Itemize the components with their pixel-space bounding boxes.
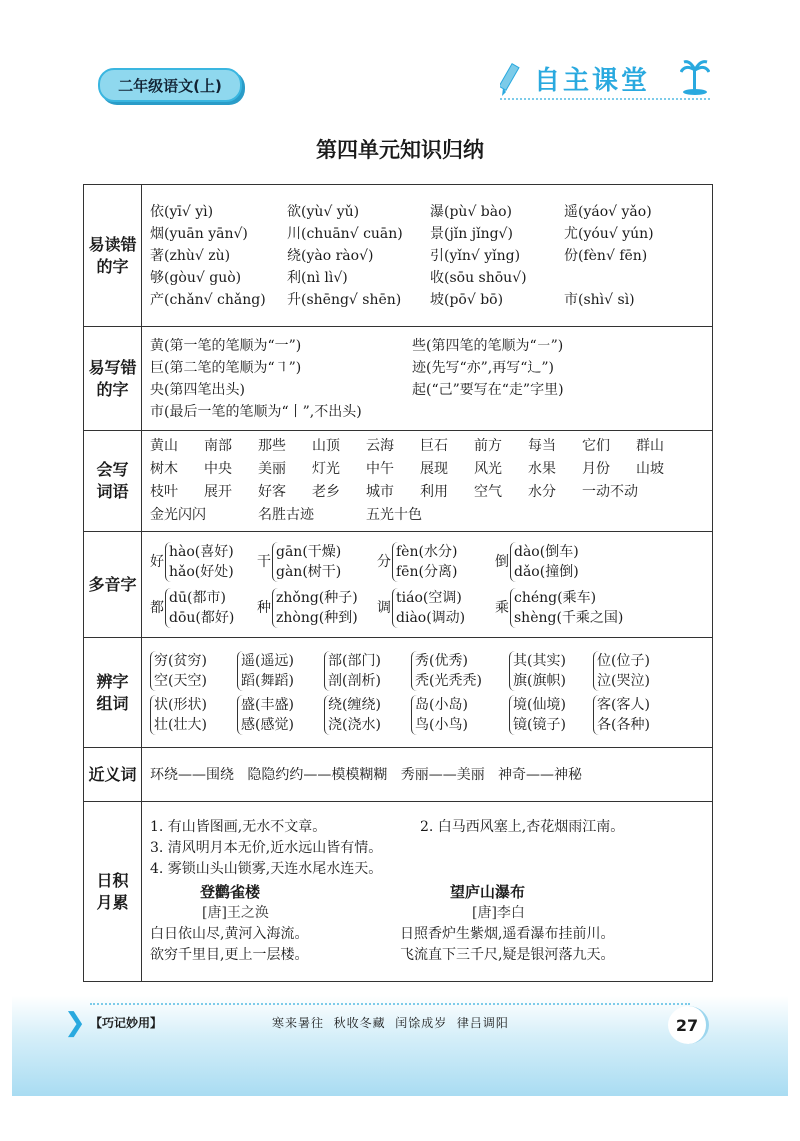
polyphone-char: 干 bbox=[257, 553, 271, 570]
row-distinguish bbox=[84, 638, 713, 748]
char-word: 位(位子) bbox=[597, 652, 650, 669]
char-word: 绕(缠绕) bbox=[328, 696, 381, 713]
polyphone-readings bbox=[272, 542, 341, 582]
char-word: 境(仙境) bbox=[513, 696, 566, 713]
heading-line: 的字 bbox=[96, 379, 129, 399]
row-heading bbox=[84, 802, 142, 982]
brand-logo bbox=[500, 58, 710, 98]
char-pair bbox=[324, 695, 411, 735]
polyphone-char: 种 bbox=[257, 599, 271, 616]
char-word: 感(感觉) bbox=[241, 716, 294, 733]
word: 利用 bbox=[420, 484, 448, 500]
footer-band bbox=[12, 996, 788, 1096]
char-word: 状(形状) bbox=[154, 696, 207, 713]
reading: gān(干燥) bbox=[276, 543, 342, 560]
row-content bbox=[142, 431, 713, 532]
polyphone-char: 乘 bbox=[495, 599, 509, 616]
row-content bbox=[142, 638, 713, 748]
polyphone-group bbox=[495, 585, 675, 631]
pinyin-item: 收(sōu shōu√) bbox=[430, 269, 527, 286]
stroke-note: 些(第四笔的笔顺为“㇐”) bbox=[412, 337, 564, 354]
reading: tiáo(空调) bbox=[396, 589, 462, 606]
char-word: 部(部门) bbox=[328, 652, 381, 669]
char-word: 镜(镜子) bbox=[513, 716, 566, 733]
polyphone-readings bbox=[510, 542, 579, 582]
row-writable-words bbox=[84, 431, 713, 532]
row-heading bbox=[84, 185, 142, 327]
brand-text: 自主课堂 bbox=[534, 66, 651, 96]
word: 五光十色 bbox=[366, 507, 422, 523]
char-pair bbox=[593, 651, 683, 691]
char-word: 岛(小岛) bbox=[415, 696, 468, 713]
polyphone-group bbox=[257, 539, 377, 585]
saying: 2. 白马西风塞上,杏花烟雨江南。 bbox=[420, 819, 625, 835]
reading: diào(调动) bbox=[396, 609, 466, 626]
word: 名胜古迹 bbox=[258, 507, 314, 523]
char-word: 秃(光秃秃) bbox=[415, 672, 482, 689]
word: 美丽 bbox=[258, 461, 286, 477]
pinyin-item: 份(fèn√ fēn) bbox=[564, 247, 648, 264]
polyphone-group bbox=[377, 585, 495, 631]
row-synonyms bbox=[84, 748, 713, 802]
pinyin-item: 依(yī√ yì) bbox=[150, 203, 214, 220]
char-word: 剖(剖析) bbox=[328, 672, 381, 689]
char-pair bbox=[509, 695, 593, 735]
footer-idioms: 寒来暑往 秋收冬藏 闰馀成岁 律吕调阳 bbox=[272, 1016, 509, 1030]
polyphone-readings bbox=[165, 542, 234, 582]
word: 每当 bbox=[528, 438, 556, 454]
word: 月份 bbox=[582, 461, 610, 477]
char-word: 穷(贫穷) bbox=[154, 652, 207, 669]
word: 它们 bbox=[582, 438, 610, 454]
poem-line: 日照香炉生紫烟,遥看瀑布挂前川。 bbox=[400, 926, 615, 942]
row-content bbox=[142, 327, 713, 431]
pinyin-item: 引(yǐn√ yǐng) bbox=[430, 247, 521, 264]
row-content bbox=[142, 802, 713, 982]
word: 中午 bbox=[366, 461, 394, 477]
char-word: 秀(优秀) bbox=[415, 652, 468, 669]
char-pair bbox=[150, 651, 237, 691]
polyphone-readings bbox=[165, 588, 234, 628]
poem-author: [唐]王之涣 bbox=[202, 905, 269, 921]
word: 前方 bbox=[474, 438, 502, 454]
pinyin-item: 够(gòu√ guò) bbox=[150, 269, 242, 286]
char-word: 其(其实) bbox=[513, 652, 566, 669]
word: 展开 bbox=[204, 484, 232, 500]
char-pair bbox=[411, 695, 509, 735]
word: 一动不动 bbox=[582, 484, 638, 500]
char-word: 泣(哭泣) bbox=[597, 672, 650, 689]
word: 那些 bbox=[258, 438, 286, 454]
word: 山坡 bbox=[636, 461, 664, 477]
reading: chéng(乘车) bbox=[514, 589, 597, 606]
word: 金光闪闪 bbox=[150, 507, 206, 523]
stroke-note: 迹(先写“亦”,再写“辶”) bbox=[412, 359, 555, 376]
pinyin-item: 欲(yù√ yǔ) bbox=[287, 203, 360, 220]
reading: fèn(水分) bbox=[396, 543, 458, 560]
char-word: 客(客人) bbox=[597, 696, 650, 713]
pinyin-item: 利(nì lì√) bbox=[287, 269, 348, 286]
char-word: 浇(浇水) bbox=[328, 716, 381, 733]
poem-title: 登鹳雀楼 bbox=[200, 883, 261, 901]
poem-line: 欲穷千里目,更上一层楼。 bbox=[150, 947, 309, 963]
row-easy-miswrite bbox=[84, 327, 713, 431]
polyphone-readings bbox=[392, 588, 465, 628]
palm-tree-icon bbox=[680, 60, 710, 96]
word: 展现 bbox=[420, 461, 448, 477]
heading-line: 词语 bbox=[96, 482, 129, 501]
poem-line: 白日依山尽,黄河入海流。 bbox=[150, 926, 309, 942]
polyphone-readings bbox=[392, 542, 457, 582]
word: 空气 bbox=[474, 484, 502, 500]
footer-divider bbox=[90, 1003, 690, 1005]
pinyin-item: 遥(yáo√ yǎo) bbox=[564, 203, 652, 220]
pinyin-item: 川(chuān√ cuān) bbox=[287, 225, 403, 242]
word: 灯光 bbox=[312, 461, 340, 477]
polyphone-group bbox=[150, 539, 257, 585]
word: 好客 bbox=[258, 484, 286, 500]
row-heading: 近义词 bbox=[84, 748, 142, 802]
page-number: 27 bbox=[668, 1006, 709, 1044]
char-word: 壮(壮大) bbox=[154, 716, 207, 733]
word: 水分 bbox=[528, 484, 556, 500]
word: 风光 bbox=[474, 461, 502, 477]
pinyin-item: 升(shēng√ shēn) bbox=[287, 291, 402, 308]
poem-author: [唐]李白 bbox=[472, 905, 525, 921]
pinyin-item: 尤(yóu√ yún) bbox=[564, 225, 654, 242]
polyphone-group bbox=[377, 539, 495, 585]
row-content bbox=[142, 185, 713, 327]
synonym-text: 环绕——围绕 隐隐约约——模模糊糊 秀丽——美丽 神奇——神秘 bbox=[142, 748, 713, 802]
reading: fēn(分离) bbox=[396, 563, 458, 580]
poem-title: 望庐山瀑布 bbox=[450, 883, 526, 901]
word: 云海 bbox=[366, 438, 394, 454]
polyphone-char: 好 bbox=[150, 553, 164, 570]
row-heading: 多音字 bbox=[84, 532, 142, 638]
pinyin-item: 景(jǐn jǐng√) bbox=[430, 225, 513, 242]
word: 中央 bbox=[204, 461, 232, 477]
char-pair bbox=[509, 651, 593, 691]
row-heading bbox=[84, 431, 142, 532]
brand-underline bbox=[500, 98, 710, 100]
polyphone-readings bbox=[272, 588, 358, 628]
knowledge-table bbox=[83, 184, 713, 982]
word: 水果 bbox=[528, 461, 556, 477]
stroke-note: 央(第四笔出头) bbox=[150, 381, 245, 398]
heading-line: 会写 bbox=[96, 460, 129, 479]
row-polyphones bbox=[84, 532, 713, 638]
stroke-note: 黄(第一笔的笔顺为“一”) bbox=[150, 337, 302, 354]
char-word: 各(各种) bbox=[597, 716, 650, 733]
heading-line: 易写错 bbox=[88, 357, 137, 377]
polyphone-group bbox=[150, 585, 257, 631]
pinyin-item: 瀑(pù√ bào) bbox=[430, 203, 513, 220]
row-content bbox=[142, 532, 713, 638]
row-heading bbox=[84, 638, 142, 748]
word: 枝叶 bbox=[150, 484, 178, 500]
polyphone-char: 倒 bbox=[495, 553, 509, 570]
polyphone-group bbox=[495, 539, 675, 585]
poem-wanglushanpubu bbox=[400, 882, 700, 966]
word: 群山 bbox=[636, 438, 664, 454]
pinyin-item: 著(zhù√ zù) bbox=[150, 247, 231, 264]
poem-line: 飞流直下三千尺,疑是银河落九天。 bbox=[400, 947, 615, 963]
char-word: 空(天空) bbox=[154, 672, 207, 689]
char-pair bbox=[411, 651, 509, 691]
reading: zhòng(种到) bbox=[276, 609, 358, 626]
polyphone-char: 调 bbox=[377, 599, 391, 616]
char-word: 蹈(舞蹈) bbox=[241, 672, 294, 689]
reading: dǎo(撞倒) bbox=[514, 563, 579, 580]
page-title: 第四单元知识归纳 bbox=[316, 138, 484, 162]
heading-line: 月累 bbox=[96, 892, 129, 912]
word: 南部 bbox=[204, 438, 232, 454]
reading: dào(倒车) bbox=[514, 543, 579, 560]
pinyin-item: 烟(yuān yān√) bbox=[150, 225, 248, 242]
heading-line: 日积 bbox=[96, 870, 129, 890]
word: 山顶 bbox=[312, 438, 340, 454]
pinyin-item: 产(chǎn√ chǎng) bbox=[150, 291, 266, 308]
stroke-note: 起(“己”要写在“走”字里) bbox=[412, 381, 564, 398]
word: 巨石 bbox=[420, 438, 448, 454]
chevron-right-icon: ❯ bbox=[64, 1008, 86, 1038]
heading-line: 组词 bbox=[96, 693, 129, 713]
char-pair bbox=[237, 695, 324, 735]
polyphone-char: 都 bbox=[150, 599, 164, 616]
word: 树木 bbox=[150, 461, 178, 477]
heading-line: 易读错 bbox=[88, 234, 137, 254]
saying: 3. 清风明月本无价,近水远山皆有情。 bbox=[150, 840, 383, 856]
pinyin-item: 市(shì√ sì) bbox=[564, 291, 635, 308]
reading: hǎo(好处) bbox=[169, 563, 234, 580]
heading-line: 辨字 bbox=[96, 671, 129, 691]
char-pair bbox=[324, 651, 411, 691]
pinyin-item: 坡(pō√ bō) bbox=[430, 291, 504, 308]
poem-dengguanquelou bbox=[150, 882, 400, 966]
reading: gàn(树干) bbox=[276, 563, 342, 580]
word: 城市 bbox=[366, 484, 394, 500]
reading: dōu(都好) bbox=[169, 609, 235, 626]
row-heading bbox=[84, 327, 142, 431]
char-word: 遥(遥远) bbox=[241, 652, 294, 669]
char-word: 旗(旗帜) bbox=[513, 672, 566, 689]
polyphone-group bbox=[257, 585, 377, 631]
heading-line: 的字 bbox=[96, 256, 129, 276]
reading: hào(喜好) bbox=[169, 543, 234, 560]
char-word: 盛(丰盛) bbox=[241, 696, 294, 713]
stroke-note: 市(最后一笔的笔顺为“丨”,不出头) bbox=[150, 403, 362, 420]
char-pair bbox=[150, 695, 237, 735]
reading: zhǒng(种子) bbox=[276, 589, 358, 606]
footer-label: 【巧记妙用】 bbox=[90, 1016, 163, 1030]
word: 黄山 bbox=[150, 438, 178, 454]
char-word: 鸟(小鸟) bbox=[415, 716, 468, 733]
pinyin-item: 绕(yào rào√) bbox=[287, 247, 374, 264]
char-pair bbox=[237, 651, 324, 691]
saying: 4. 雾锁山头山锁雾,天连水尾水连天。 bbox=[150, 861, 383, 877]
pinyin-item bbox=[564, 267, 704, 289]
stroke-note: 巨(第二笔的笔顺为“㇕”) bbox=[150, 359, 302, 376]
row-easy-misread bbox=[84, 185, 713, 327]
reading: shèng(千乘之国) bbox=[514, 609, 624, 626]
char-pair bbox=[593, 695, 683, 735]
grade-badge: 二年级语文(上) bbox=[98, 68, 242, 102]
saying: 1. 有山皆图画,无水不文章。 bbox=[150, 819, 327, 835]
reading: dū(都市) bbox=[169, 589, 226, 606]
row-accumulation bbox=[84, 802, 713, 982]
polyphone-readings bbox=[510, 588, 623, 628]
pencil-icon bbox=[500, 58, 526, 96]
polyphone-char: 分 bbox=[377, 553, 391, 570]
word: 老乡 bbox=[312, 484, 340, 500]
